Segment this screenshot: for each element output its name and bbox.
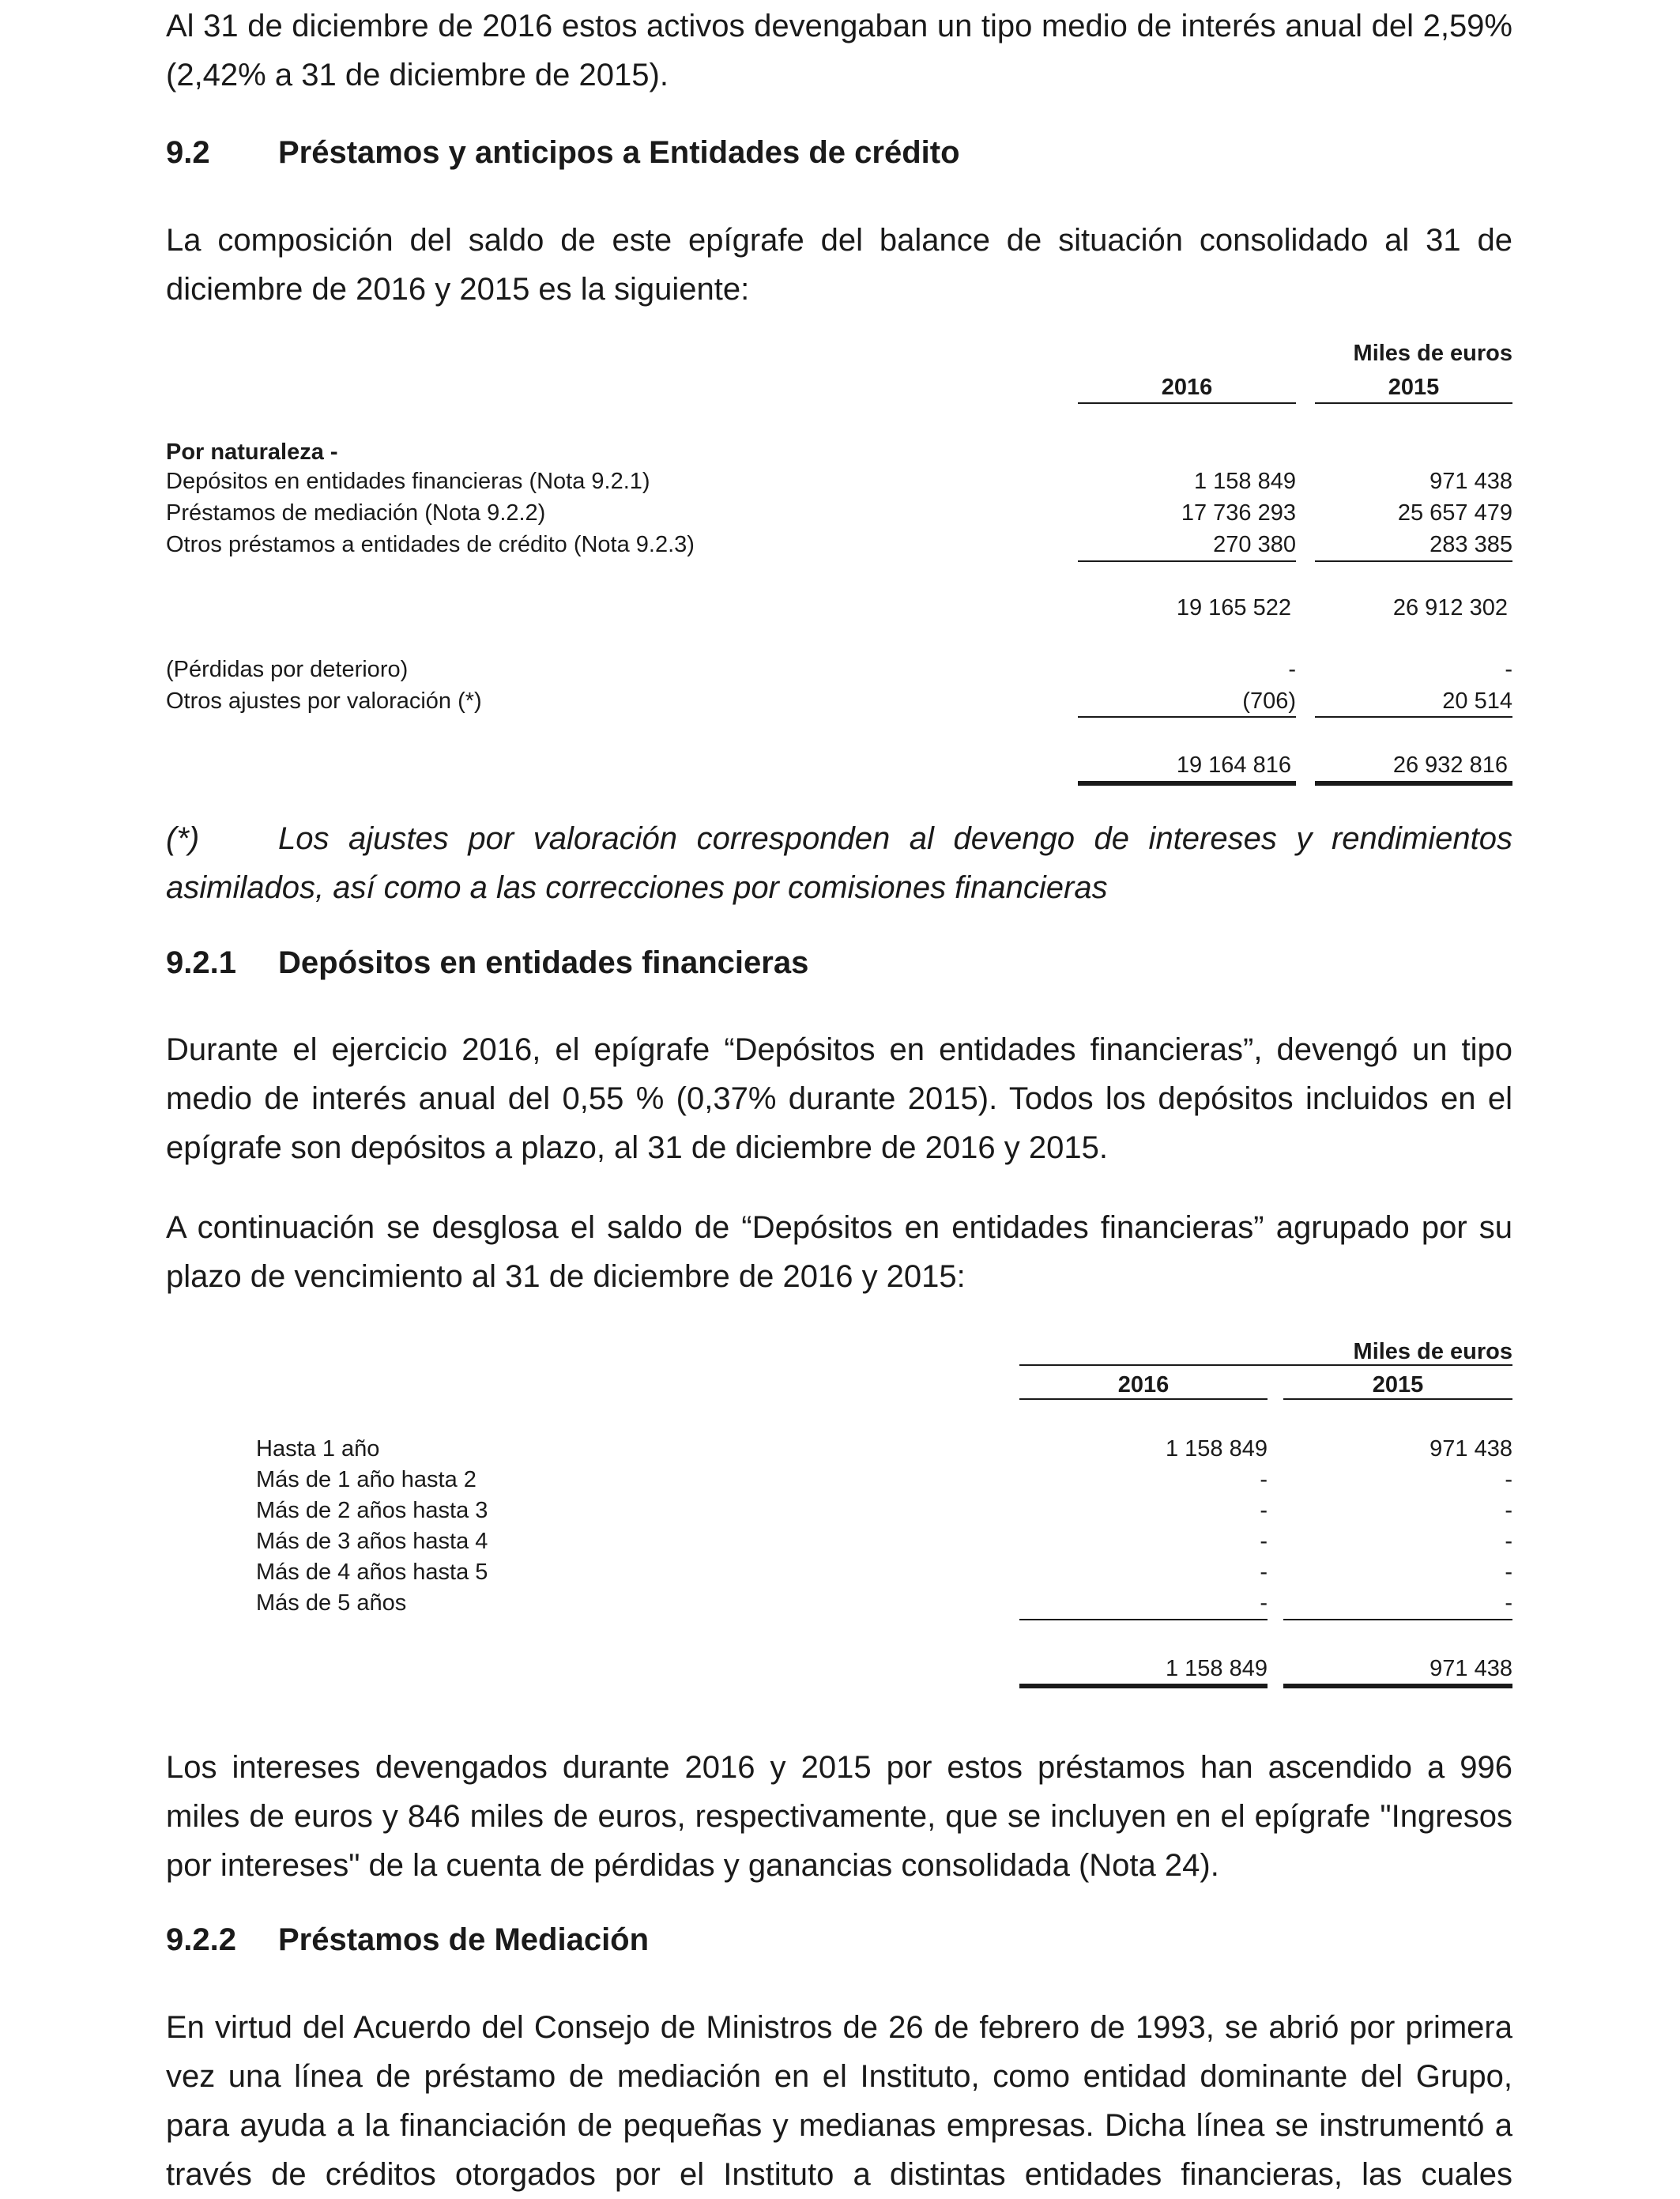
table-cell-2016: - xyxy=(1260,1590,1268,1616)
section-title: Préstamos de Mediación xyxy=(278,1922,650,1957)
table-row-label: Más de 2 años hasta 3 xyxy=(256,1498,488,1523)
unit-rule xyxy=(1019,1364,1512,1366)
total-2016: 19 164 816 xyxy=(1176,752,1291,778)
table-cell-2016: 17 736 293 xyxy=(1181,500,1296,526)
table-cell-2016: 1 158 849 xyxy=(1165,1436,1268,1462)
footnote xyxy=(166,814,1512,912)
total-2015: 26 932 816 xyxy=(1392,752,1508,778)
subtotal-rule-2016 xyxy=(1078,560,1296,562)
table-cell-2015: - xyxy=(1505,1498,1512,1523)
column-header-2015: 2015 xyxy=(1388,375,1440,400)
table-cell-2015: - xyxy=(1505,1590,1512,1616)
intro-paragraph: Al 31 de diciembre de 2016 estos activos devengaban un tipo medio de interés anual del 2,59% (2,42% a 31 de diciembre de 2015). xyxy=(166,9,1512,92)
section-number: 9.2.2 xyxy=(166,1922,236,1957)
table-row-label: Hasta 1 año xyxy=(256,1436,380,1462)
table-cell-2016: 1 158 849 xyxy=(1193,469,1296,494)
table-cell-2016: - xyxy=(1260,1498,1268,1523)
table-row-label: Más de 3 años hasta 4 xyxy=(256,1529,488,1554)
section-number: 9.2 xyxy=(166,135,210,170)
section-heading-9-2-1 xyxy=(166,945,808,981)
total-top-rule-2015 xyxy=(1315,716,1512,718)
table-cell-2016: - xyxy=(1260,1529,1268,1554)
column-rule-2016 xyxy=(1078,402,1296,404)
table-cell-2015: - xyxy=(1505,1560,1512,1585)
table-cell-2016: - xyxy=(1260,1560,1268,1585)
total-double-rule-2015 xyxy=(1315,781,1512,786)
section-9-2-paragraph: La composición del saldo de este epígrafe del balance de situación consolidado al 31 de diciembre de 2016 y 2015 es la siguiente: xyxy=(166,223,1512,307)
table-unit-header: Miles de euros xyxy=(1353,1339,1512,1364)
section-9-2-2-paragraph: En virtud del Acuerdo del Consejo de Ministros de 26 de febrero de 1993, se abrió por primera vez una línea de préstamo de mediación en el Instituto, como entidad dominante del Grupo, para ayuda a la financiación de pequeñas y medianas empresas. Dicha línea se instrumentó a través de créditos otorgados por el Instituto a distintas entidades financieras, las cuales xyxy=(166,2010,1512,2192)
table-cell-2015: - xyxy=(1505,657,1512,682)
table-row-label: (Pérdidas por deterioro) xyxy=(166,657,409,682)
column-header-2016: 2016 xyxy=(1161,375,1213,400)
section-heading-9-2-2 xyxy=(166,1922,649,1958)
table-cell-2015: - xyxy=(1505,1467,1512,1492)
subtotal-2015: 26 912 302 xyxy=(1392,595,1508,620)
total-top-rule-2016 xyxy=(1078,716,1296,718)
interest-paragraph: Los intereses devengados durante 2016 y 2015 por estos préstamos han ascendido a 996 miles de euros y 846 miles de euros, respectivamente, que se incluyen en el epígrafe "Ingresos por intereses" de la cuenta de pérdidas y ganancias consolidada (Nota 24). xyxy=(166,1750,1512,1883)
column-rule-2015 xyxy=(1283,1398,1512,1400)
table-row-label: Más de 1 año hasta 2 xyxy=(256,1467,477,1492)
total-2016: 1 158 849 xyxy=(1165,1656,1268,1681)
column-rule-2016 xyxy=(1019,1398,1268,1400)
table-cell-2016: - xyxy=(1288,657,1296,682)
table-cell-2015: - xyxy=(1505,1529,1512,1554)
footnote-mark: (*) xyxy=(166,821,200,856)
section-title: Depósitos en entidades financieras xyxy=(278,945,809,980)
table-unit-header: Miles de euros xyxy=(1353,341,1512,366)
subtotal-2016: 19 165 522 xyxy=(1176,595,1291,620)
column-rule-2015 xyxy=(1315,402,1512,404)
table-cell-2016: 270 380 xyxy=(1213,532,1296,557)
total-top-rule-2015 xyxy=(1283,1619,1512,1620)
table-cell-2016: (706) xyxy=(1242,688,1296,714)
footnote-text: Los ajustes por valoración corresponden al devengo de intereses y rendimientos asimilados, así como a las correcciones por comisiones financieras xyxy=(166,821,1512,905)
section-9-2-1-paragraph-1: Durante el ejercicio 2016, el epígrafe “Depósitos en entidades financieras”, devengó un tipo medio de interés anual del 0,55 % (0,37% durante 2015). Todos los depósitos incluidos en el epígrafe son depósitos a plazo, al 31 de diciembre de 2016 y 2015. xyxy=(166,1032,1512,1165)
table-cell-2015: 25 657 479 xyxy=(1397,500,1512,526)
table-row-label: Depósitos en entidades financieras (Nota 9.2.1) xyxy=(166,469,650,494)
table-section-label: Por naturaleza - xyxy=(166,439,338,465)
section-heading-9-2 xyxy=(166,135,960,171)
table-row-label: Préstamos de mediación (Nota 9.2.2) xyxy=(166,500,546,526)
total-top-rule-2016 xyxy=(1019,1619,1268,1620)
subtotal-rule-2015 xyxy=(1315,560,1512,562)
total-double-rule-2016 xyxy=(1019,1684,1268,1688)
table-cell-2016: - xyxy=(1260,1467,1268,1492)
section-title: Préstamos y anticipos a Entidades de crédito xyxy=(278,135,960,170)
table-row-label: Más de 4 años hasta 5 xyxy=(256,1560,488,1585)
column-header-2016: 2016 xyxy=(1117,1372,1170,1397)
total-2015: 971 438 xyxy=(1430,1656,1512,1681)
table-cell-2015: 20 514 xyxy=(1442,688,1512,714)
table-cell-2015: 283 385 xyxy=(1430,532,1512,557)
table-cell-2015: 971 438 xyxy=(1430,1436,1512,1462)
column-header-2015: 2015 xyxy=(1372,1372,1424,1397)
table-row-label: Otros ajustes por valoración (*) xyxy=(166,688,482,714)
table-row-label: Otros préstamos a entidades de crédito (Nota 9.2.3) xyxy=(166,532,695,557)
total-double-rule-2016 xyxy=(1078,781,1296,786)
table-cell-2015: 971 438 xyxy=(1430,469,1512,494)
total-double-rule-2015 xyxy=(1283,1684,1512,1688)
table-row-label: Más de 5 años xyxy=(256,1590,407,1616)
section-9-2-1-paragraph-2: A continuación se desglosa el saldo de “Depósitos en entidades financieras” agrupado por su plazo de vencimiento al 31 de diciembre de 2016 y 2015: xyxy=(166,1210,1512,1294)
section-number: 9.2.1 xyxy=(166,945,236,980)
